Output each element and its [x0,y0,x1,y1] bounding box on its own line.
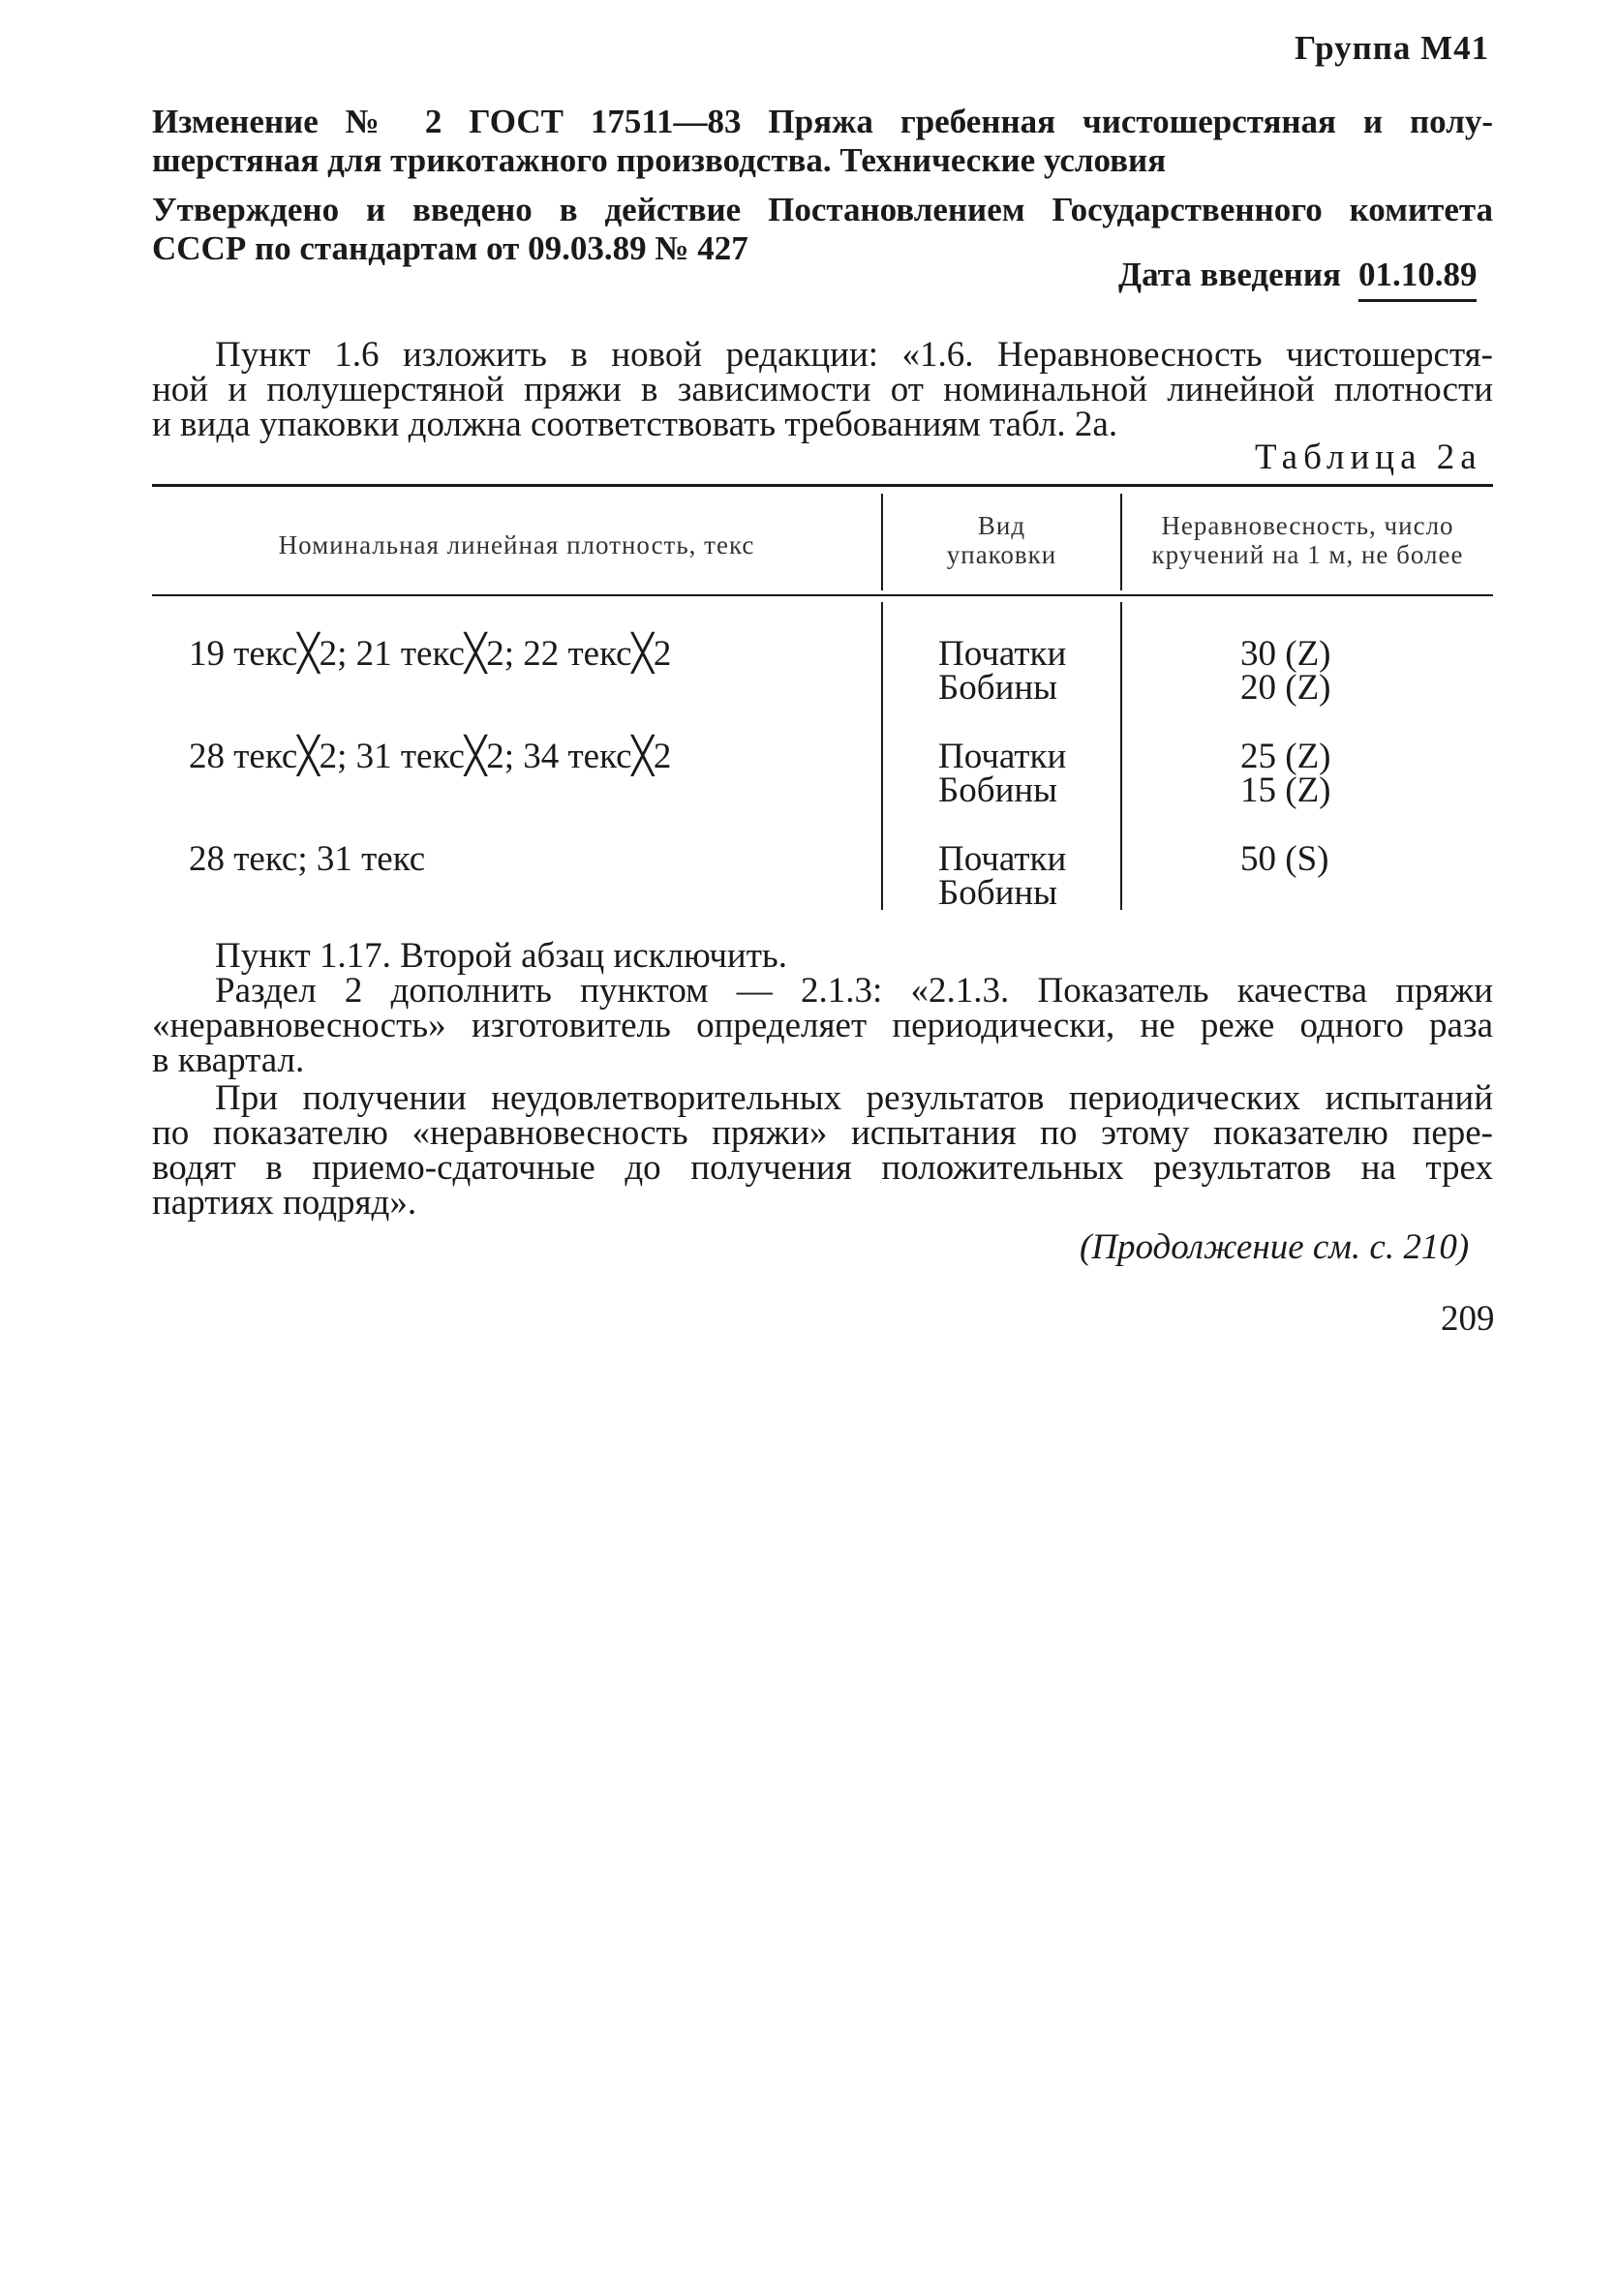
row-2-value-2: 15 (Z) [1240,770,1331,810]
paragraph-3-line-1: Раздел 2 дополнить пунктом — 2.1.3: «2.1.3. Показатель качества пряжи [215,971,1493,1011]
row-3-value-1: 50 (S) [1240,839,1329,879]
body-divider-1 [881,602,883,910]
paragraph-4-line-2: по показателю «неравновесность пряжи» испытания по этому показателю пере- [152,1113,1493,1153]
page-number: 209 [1441,1299,1495,1339]
table-header-rule [152,594,1493,596]
document-title-line-1: Изменение № 2 ГОСТ 17511—83 Пряжа гребенная чистошерстяная и полу- [152,103,1493,140]
row-2-value-1: 25 (Z) [1240,737,1331,776]
header-package-line-2: упаковки [946,540,1057,569]
document-title-line-2: шерстяная для трикотажного производства. Технические условия [152,141,1167,179]
row-1-density: 19 текс╳2; 21 текс╳2; 22 текс╳2 [189,634,672,674]
effective-date-label: Дата введения [1118,256,1341,293]
paragraph-1-line-3: и вида упаковки должна соответствовать требованиям табл. 2а. [152,405,1118,444]
paragraph-1-line-2: ной и полушерстяной пряжи в зависимости от номинальной линейной плотности [152,370,1493,409]
row-3-package-1: Початки [938,839,1067,879]
row-1-value-2: 20 (Z) [1240,668,1331,708]
paragraph-4-line-4: партиях подряд». [152,1183,417,1223]
approval-line-1: Утверждено и введено в действие Постановлением Государственного комитета [152,191,1493,228]
table-caption: Таблица 2а [1255,438,1482,477]
row-2-package-1: Початки [938,737,1067,776]
effective-date [1118,256,1477,294]
row-1-package-2: Бобины [938,668,1058,708]
row-1-package-1: Початки [938,634,1067,674]
twist-table [152,484,1493,913]
paragraph-2: Пункт 1.17. Второй абзац исключить. [215,936,788,976]
paragraph-1-line-1: Пункт 1.6 изложить в новой редакции: «1.6. Неравновесность чистошерстя- [215,335,1493,375]
paragraph-4-line-3: водят в приемо-сдаточные до получения положительных результатов на трех [152,1148,1493,1188]
effective-date-value: 01.10.89 [1358,256,1478,302]
body-divider-2 [1120,602,1122,910]
group-code: Группа М41 [1295,29,1490,67]
row-3-package-2: Бобины [938,873,1058,913]
paragraph-4-line-1: При получении неудовлетворительных результатов периодических испытаний [215,1078,1493,1118]
header-twist-line-1: Неравновесность, число [1161,511,1454,540]
continuation-note: (Продолжение см. с. 210) [1080,1227,1470,1267]
header-density: Номинальная линейная плотность, текс [278,530,755,559]
row-2-package-2: Бобины [938,770,1058,810]
row-2-density: 28 текс╳2; 31 текс╳2; 34 текс╳2 [189,737,672,776]
paragraph-3-line-3: в квартал. [152,1041,305,1080]
approval-line-2: СССР по стандартам от 09.03.89 № 427 [152,229,748,267]
header-twist-line-2: кручений на 1 м, не более [1151,540,1464,569]
table-top-rule [152,484,1493,487]
header-package-line-1: Вид [977,511,1026,540]
row-1-value-1: 30 (Z) [1240,634,1331,674]
paragraph-3-line-2: «неравновесность» изготовитель определяет периодически, не реже одного раза [152,1006,1493,1045]
row-3-density: 28 текс; 31 текс [189,839,426,879]
